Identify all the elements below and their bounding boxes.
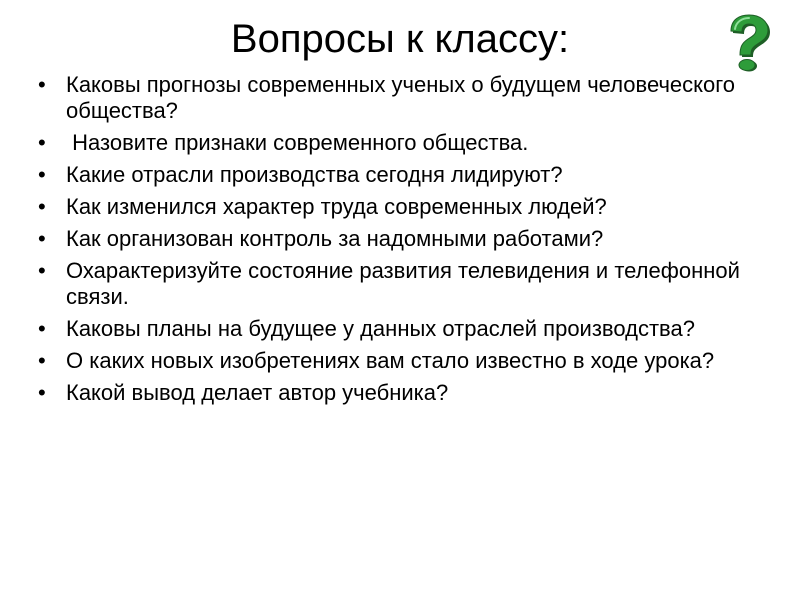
list-item [28, 162, 773, 188]
bullet-glyph: • [38, 194, 46, 219]
list-item [28, 380, 773, 406]
bullet-glyph: • [38, 380, 46, 405]
question-text: Назовите признаки современного общества. [66, 130, 529, 155]
list-item [28, 316, 773, 342]
question-text: Каковы прогнозы современных ученых о будущем человеческого общества? [66, 72, 736, 123]
bullet-glyph: • [38, 72, 46, 97]
bullet-glyph: • [38, 130, 46, 155]
slide-title: Вопросы к классу: [230, 17, 570, 61]
list-item [28, 226, 773, 252]
list-item [28, 258, 773, 310]
question-text: Охарактеризуйте состояние развития телевидения и телефонной связи. [66, 258, 740, 309]
list-item [28, 130, 773, 156]
question-text: О каких новых изобретениях вам стало известно в ходе урока? [66, 348, 715, 373]
bullet-glyph: • [38, 316, 46, 341]
question-text: Как изменился характер труда современных людей? [66, 194, 607, 219]
question-text: Какой вывод делает автор учебника? [66, 380, 449, 405]
bullet-glyph: • [38, 258, 46, 283]
bullet-glyph: • [38, 162, 46, 187]
bullet-glyph: • [38, 348, 46, 373]
bullet-glyph: • [38, 226, 46, 251]
question-text: Каковы планы на будущее у данных отраслей производства? [66, 316, 695, 341]
question-text: Как организован контроль за надомными работами? [66, 226, 604, 251]
question-text: Какие отрасли производства сегодня лидируют? [66, 162, 563, 187]
list-item [28, 348, 773, 374]
question-mark-icon [718, 12, 776, 72]
list-item [28, 72, 773, 124]
list-item [28, 194, 773, 220]
question-list [28, 72, 773, 412]
